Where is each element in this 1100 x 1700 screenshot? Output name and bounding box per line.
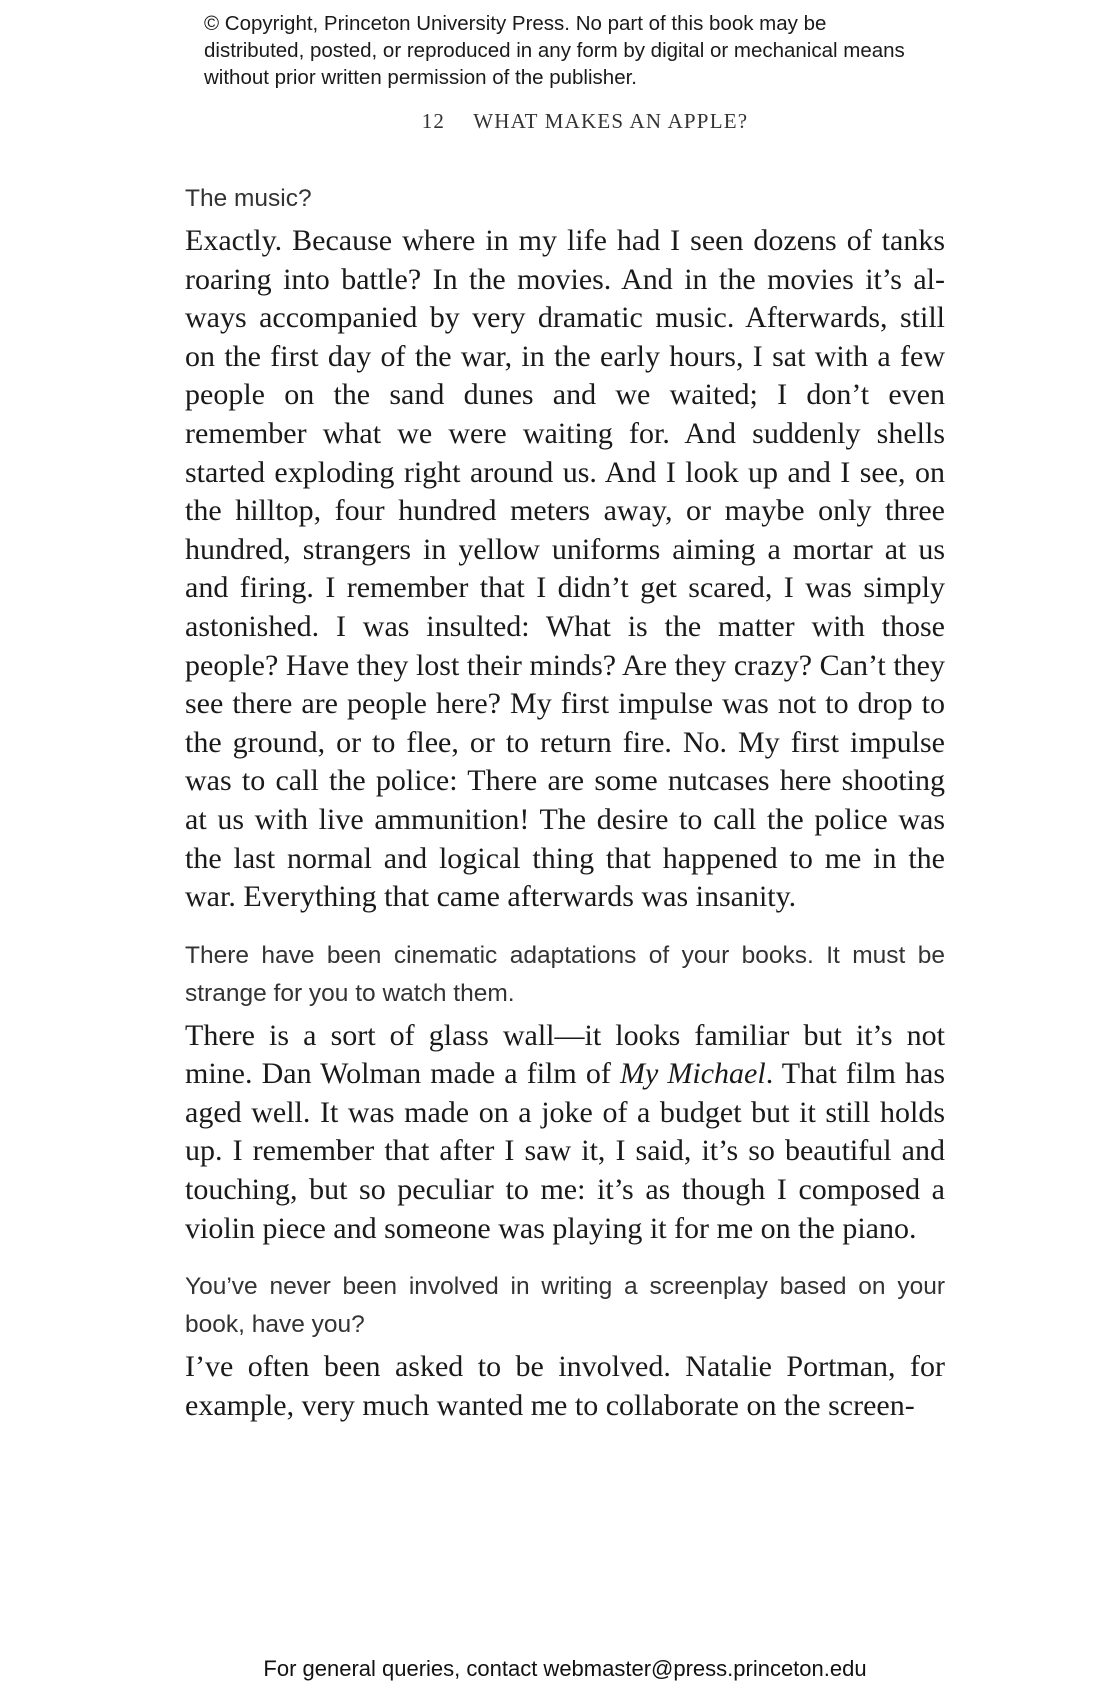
interview-answer: I’ve often been asked to be involved. Natalie Portman, for example, very much wanted me to collaborate on the screen- — [185, 1350, 945, 1422]
page-body — [185, 180, 945, 1445]
page-number: 12 — [421, 109, 446, 133]
interview-question: You’ve never been involved in writing a screenplay based on your book, have you? — [185, 1273, 945, 1339]
running-head — [0, 109, 1100, 134]
interview-answer — [185, 1017, 945, 1249]
interview-question: The music? — [185, 185, 312, 212]
interview-answer: Exactly. Because where in my life had I seen dozens of tanks roaring into battle? In the movies. And in the movies it’s always accompanied by very dramatic music. Afterwards, still on the first day of the war, in the early hours, I sat with a few people on the sand dunes and we waited; I don’t even remember what we were waiting for. And suddenly shells started exploding right around us. And I look up and I see, on the hilltop, four hundred meters away, or maybe only three hundred, strangers in yellow uniforms aiming a mortar at us and firing. I remember that I didn’t get scared, I was simply astonished. I was insulted: What is the matter with those people? Have they lost their minds? Are they crazy? Can’t they see there are people here? My first impulse was not to drop to the ground, or to flee, or to return fire. No. My first impulse was to call the police: There are some nutcases here shooting at us with live ammunition! The desire to call the police was the last normal and logical thing that happened to me in the war. Everything that came afterwards was insanity. — [185, 224, 945, 914]
interview-question: There have been cinematic adaptations of your books. It must be strange for you to watch them. — [185, 941, 945, 1007]
copyright-notice: © Copyright, Princeton University Press. No part of this book may be distributed, posted, or reproduced in any form by digital or mechanical means without prior written permission of the publisher. — [204, 12, 905, 89]
chapter-title: WHAT MAKES AN APPLE? — [473, 109, 749, 133]
answer-text: There is a sort of glass wall—it looks familiar but it’s not mine. Dan Wolman made a film of — [185, 1018, 945, 1091]
book-title: My Michael — [619, 1057, 766, 1091]
answer-text: . That film has aged well. It was made on a joke of a budget but it still holds up. I remember that after I saw it, I said, it’s so beautiful and touching, but so peculiar to me: it’s as though I composed a violin piece and someone was playing it for me on the piano. — [185, 1057, 945, 1245]
footer-contact: For general queries, contact webmaster@press.princeton.edu — [263, 1656, 867, 1681]
